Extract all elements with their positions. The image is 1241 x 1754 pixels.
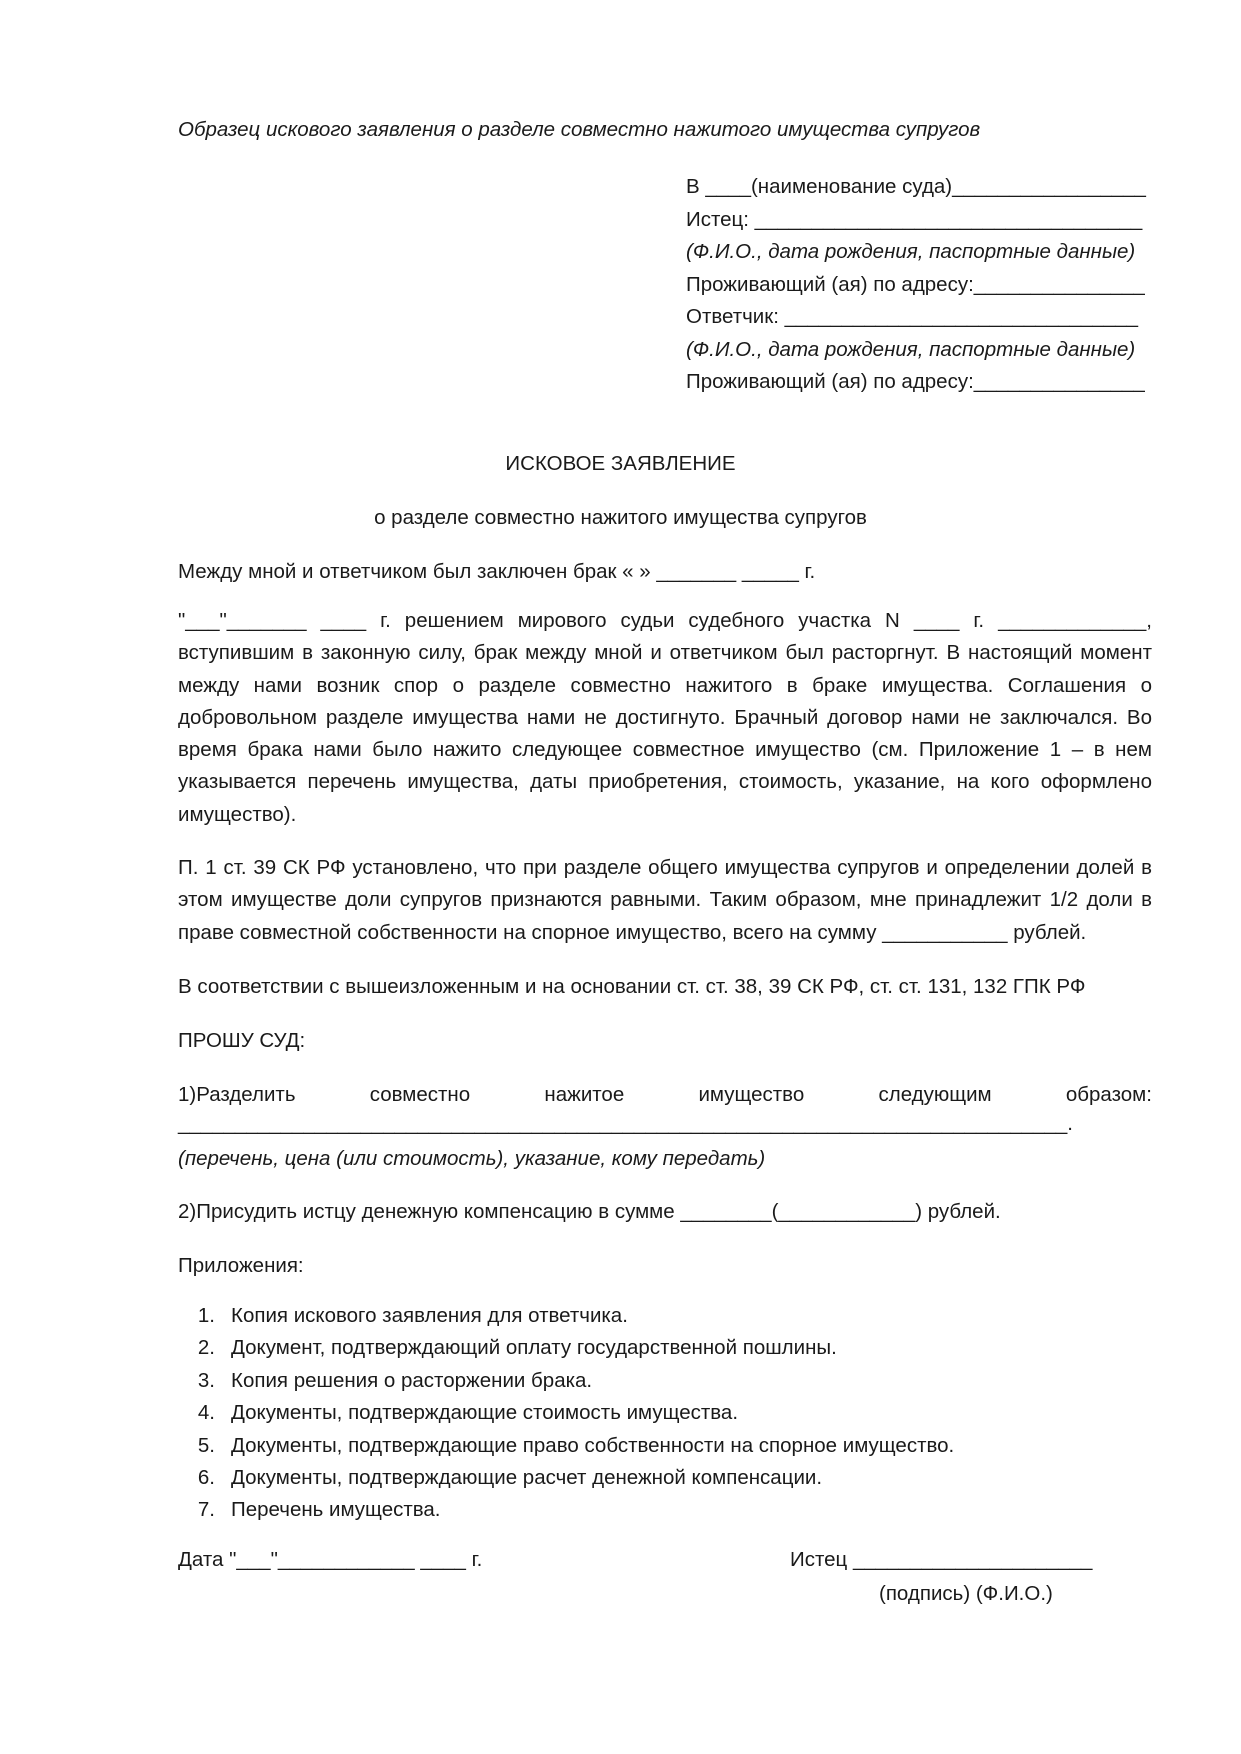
list-item-text: Перечень имущества. — [231, 1498, 441, 1522]
request-1-word: следующим — [878, 1083, 992, 1106]
plaintiff-field: Истец: __________________________________ — [686, 207, 1143, 231]
list-item — [178, 1430, 954, 1462]
request-heading: ПРОШУ СУД: — [178, 1029, 306, 1052]
court-field: В ____(наименование суда)_________________ — [686, 175, 1146, 198]
request-1-word: 1)Разделить — [178, 1083, 296, 1106]
request-2-line: 2)Присудить истцу денежную компенсацию в сумме ________(____________) рублей. — [178, 1200, 1001, 1223]
attachments-list — [178, 1300, 954, 1527]
request-1-word: имущество — [698, 1083, 805, 1106]
defendant-field: Ответчик: _______________________________ — [686, 305, 1139, 328]
list-item-number: 2. — [197, 1336, 215, 1360]
divorce-paragraph: "___"_______ ____ г. решением мирового судьи судебного участка N ____ г. _____________, вступившим в законную силу, брак между мной и ответчиком был расторгнут. В настоящий момент между нами возник спор о разделе совместно нажитого в браке имущества. Соглашения о добровольном разделе имущества нами не достигнуто. Брачный договор нами не заключался. Во время брака нами было нажито следующее совместное имущество (см. Приложение 1 – в нем указывается перечень имущества, даты приобретения, стоимость, указание, на кого оформлено имущество). — [178, 609, 1152, 826]
list-item — [178, 1462, 954, 1494]
parties-header — [686, 171, 1152, 399]
request-1-line — [178, 1083, 1152, 1107]
request-1-note: (перечень, цена (или стоимость), указание, кому передать) — [178, 1147, 766, 1170]
list-item-number: 5. — [197, 1433, 215, 1457]
plaintiff-signature-field: Истец _____________________ — [790, 1548, 1093, 1571]
defendant-address-field: Проживающий (ая) по адресу:_______________ — [686, 370, 1145, 393]
signature-caption: (подпись) (Ф.И.О.) — [879, 1582, 1053, 1605]
list-item-number: 1. — [197, 1304, 215, 1327]
claim-title: ИСКОВОЕ ЗАЯВЛЕНИЕ — [505, 452, 736, 475]
marriage-line: Между мной и ответчиком был заключен брак « » _______ _____ г. — [178, 560, 816, 583]
plaintiff-address-field: Проживающий (ая) по адресу:_______________ — [686, 272, 1145, 296]
plaintiff-note: (Ф.И.О., дата рождения, паспортные данные) — [686, 240, 1136, 263]
law-paragraph: П. 1 ст. 39 СК РФ установлено, что при разделе общего имущества супругов и определении долей в этом имуществе доли супругов признаются равными. Таким образом, мне принадлежит 1/2 доли в праве совместной собственности на спорное имущество, всего на сумму ___________ рублей. — [178, 856, 1152, 944]
list-item-number: 3. — [197, 1368, 215, 1392]
list-item — [178, 1365, 954, 1397]
date-field: Дата "___"____________ ____ г. — [178, 1548, 483, 1571]
claim-subtitle: о разделе совместно нажитого имущества супругов — [374, 506, 867, 529]
list-item-text: Документ, подтверждающий оплату государственной пошлины. — [231, 1336, 837, 1360]
defendant-note: (Ф.И.О., дата рождения, паспортные данные) — [686, 337, 1136, 361]
list-item-number: 6. — [197, 1465, 215, 1489]
list-item — [178, 1300, 954, 1332]
request-1-word: нажитое — [544, 1083, 625, 1106]
basis-line: В соответствии с вышеизложенным и на основании ст. ст. 38, 39 СК РФ, ст. ст. 131, 132 ГПК РФ — [178, 975, 1086, 998]
list-item-text: Документы, подтверждающие расчет денежной компенсации. — [231, 1465, 823, 1489]
request-1-blank: ______________________________________________________________________________. — [178, 1112, 1073, 1135]
list-item-text: Документы, подтверждающие право собственности на спорное имущество. — [231, 1433, 955, 1457]
attachments-heading: Приложения: — [178, 1254, 304, 1277]
list-item-text: Документы, подтверждающие стоимость имущества. — [231, 1401, 739, 1425]
list-item-text: Копия искового заявления для ответчика. — [231, 1304, 628, 1327]
list-item — [178, 1397, 954, 1429]
request-1-word: образом: — [1065, 1083, 1152, 1106]
list-item — [178, 1494, 954, 1526]
list-item-text: Копия решения о расторжении брака. — [231, 1368, 593, 1392]
document-heading: Образец искового заявления о разделе совместно нажитого имущества супругов — [178, 118, 981, 141]
list-item — [178, 1332, 954, 1364]
request-1-word: совместно — [369, 1083, 471, 1106]
list-item-number: 4. — [197, 1401, 215, 1425]
list-item-number: 7. — [197, 1498, 215, 1522]
